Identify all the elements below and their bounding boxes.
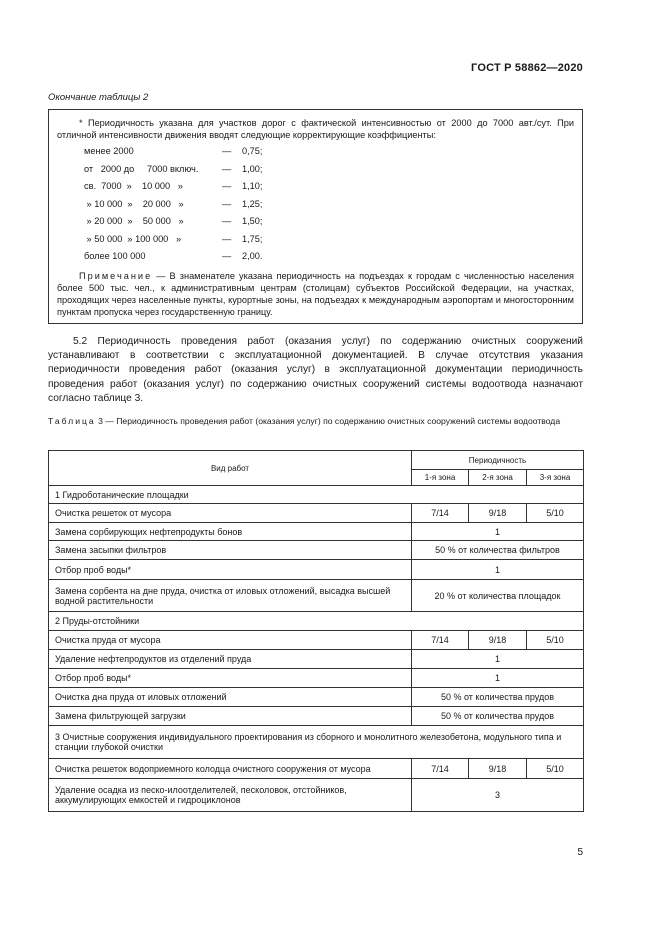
table-caption <box>48 416 583 427</box>
coefficient-value: 2,00. <box>242 251 263 261</box>
coefficient-value: 1,50; <box>242 216 263 226</box>
work-type-cell: Отбор проб воды* <box>49 560 412 580</box>
coefficient-range: св. 7000 » 10 000 » <box>84 181 183 191</box>
periodicity-cell: 20 % от количества площадок <box>412 580 584 612</box>
table-row <box>49 650 584 669</box>
work-type-cell: Очистка решеток от мусора <box>49 504 412 523</box>
section-title: 2 Пруды-отстойники <box>49 612 584 631</box>
work-type-cell: Очистка решеток водоприемного колодца очистного сооружения от мусора <box>49 759 412 779</box>
table-section-row <box>49 486 584 504</box>
header-zone-1: 1-я зона <box>412 470 469 486</box>
coefficient-value: 1,00; <box>242 163 263 174</box>
coefficient-dash: — <box>222 251 232 261</box>
coefficient-dash: — <box>222 216 232 226</box>
footnote-box <box>48 109 583 324</box>
work-type-cell: Удаление осадка из песко-илоотделителей, песколовок, отстойников, аккумулирующих емкостей и гидроциклонов <box>49 779 412 812</box>
coefficient-dash: — <box>222 146 232 156</box>
periodicity-cell: 3 <box>412 779 584 812</box>
table-section-row <box>49 726 584 759</box>
periodicity-cell: 1 <box>412 669 584 688</box>
table-row <box>49 504 584 523</box>
coefficient-row <box>57 145 574 163</box>
coefficient-range: от 2000 до 7000 включ. <box>84 163 199 174</box>
coefficient-dash: — <box>222 198 232 209</box>
work-type-cell: Удаление нефтепродуктов из отделений пруда <box>49 650 412 669</box>
zone-2-cell: 9/18 <box>469 504 527 523</box>
table-row <box>49 541 584 560</box>
coefficient-range: менее 2000 <box>84 146 134 156</box>
coefficient-row <box>57 233 574 251</box>
periodicity-cell: 50 % от количества прудов <box>412 707 584 726</box>
footnote-intro: * Периодичность указана для участков дорог с фактической интенсивностью от 2000 до 7000 авт./сут. При отличной интенсивности движения вводят следующие корректирующие коэффициенты: <box>57 118 574 140</box>
zone-2-cell: 9/18 <box>469 759 527 779</box>
table-row <box>49 669 584 688</box>
zone-1-cell: 7/14 <box>412 759 469 779</box>
note-label: Примечание <box>79 270 153 281</box>
work-type-cell: Очистка пруда от мусора <box>49 631 412 650</box>
work-type-cell: Замена засыпки фильтров <box>49 541 412 560</box>
coefficient-value: 1,75; <box>242 233 263 244</box>
note-text: — В знаменателе указана периодичность на подъездах к городам с численностью населения более 500 тыс. чел., к административным центрам (столицам) субъектов Российской Федерации, на участках, проходящих через населенные пункты, курортные зоны, на подъездах к международным аэропортам и многосторонним пунктам пропуска через государственную границу. <box>57 270 574 317</box>
work-type-cell: Замена фильтрующей загрузки <box>49 707 412 726</box>
zone-2-cell: 9/18 <box>469 631 527 650</box>
zone-3-cell: 5/10 <box>527 504 584 523</box>
document-header: ГОСТ Р 58862—2020 <box>471 62 583 74</box>
work-type-cell: Отбор проб воды* <box>49 669 412 688</box>
zone-1-cell: 7/14 <box>412 631 469 650</box>
page-number: 5 <box>577 847 583 858</box>
table-row <box>49 560 584 580</box>
periodicity-cell: 50 % от количества прудов <box>412 688 584 707</box>
coefficient-list <box>57 145 574 268</box>
header-work-type: Вид работ <box>49 451 412 486</box>
coefficient-row <box>57 198 574 216</box>
section-title: 3 Очистные сооружения индивидуального проектирования из сборного и монолитного железобетона, модульного типа и станции глубокой очистки <box>49 726 584 759</box>
table-caption-text: 3 — Периодичность проведения работ (оказания услуг) по содержанию очистных сооружений системы водоотвода <box>95 416 561 426</box>
header-zone-2: 2-я зона <box>469 470 527 486</box>
periodicity-table <box>48 450 584 812</box>
coefficient-row <box>57 215 574 233</box>
table-row <box>49 631 584 650</box>
zone-3-cell: 5/10 <box>527 759 584 779</box>
table-section-row <box>49 612 584 631</box>
footnote-note <box>57 270 574 318</box>
coefficient-row <box>57 250 574 268</box>
coefficient-range: » 10 000 » 20 000 » <box>84 198 184 209</box>
table-row <box>49 779 584 812</box>
coefficient-dash: — <box>222 233 232 244</box>
work-type-cell: Замена сорбента на дне пруда, очистка от иловых отложений, высадка высшей водной растительности <box>49 580 412 612</box>
zone-1-cell: 7/14 <box>412 504 469 523</box>
coefficient-value: 0,75; <box>242 146 263 156</box>
coefficient-range: » 50 000 » 100 000 » <box>84 233 182 244</box>
coefficient-range: » 20 000 » 50 000 » <box>84 216 184 226</box>
table-continuation-label: Окончание таблицы 2 <box>48 92 149 103</box>
coefficient-range: более 100 000 <box>84 251 146 261</box>
coefficient-dash: — <box>222 163 232 174</box>
work-type-cell: Замена сорбирующих нефтепродукты бонов <box>49 523 412 541</box>
coefficient-row <box>57 163 574 181</box>
coefficient-row <box>57 180 574 198</box>
periodicity-cell: 50 % от количества фильтров <box>412 541 584 560</box>
coefficient-dash: — <box>222 181 232 191</box>
table-row <box>49 523 584 541</box>
zone-3-cell: 5/10 <box>527 631 584 650</box>
section-title: 1 Гидроботанические площадки <box>49 486 584 504</box>
coefficient-value: 1,25; <box>242 198 263 209</box>
periodicity-cell: 1 <box>412 650 584 669</box>
work-type-cell: Очистка дна пруда от иловых отложений <box>49 688 412 707</box>
coefficient-value: 1,10; <box>242 181 263 191</box>
table-caption-label: Таблица <box>48 416 96 426</box>
header-periodicity: Периодичность <box>412 451 584 470</box>
periodicity-cell: 1 <box>412 523 584 541</box>
header-zone-3: 3-я зона <box>527 470 584 486</box>
table-row <box>49 759 584 779</box>
table-body <box>49 486 584 812</box>
table-row <box>49 580 584 612</box>
periodicity-cell: 1 <box>412 560 584 580</box>
table-row <box>49 707 584 726</box>
table-row <box>49 688 584 707</box>
section-paragraph: 5.2 Периодичность проведения работ (оказания услуг) по содержанию очистных сооружений устанавливают в соответствии с эксплуатационной документацией. В случае отсутствия указания периодичности проведения работ (оказания услуг) в эксплуатационной документации периодичность проведения работ (оказания услуг) по содержанию очистных сооружений системы водоотвода назначают согласно таблице 3. <box>48 336 583 404</box>
